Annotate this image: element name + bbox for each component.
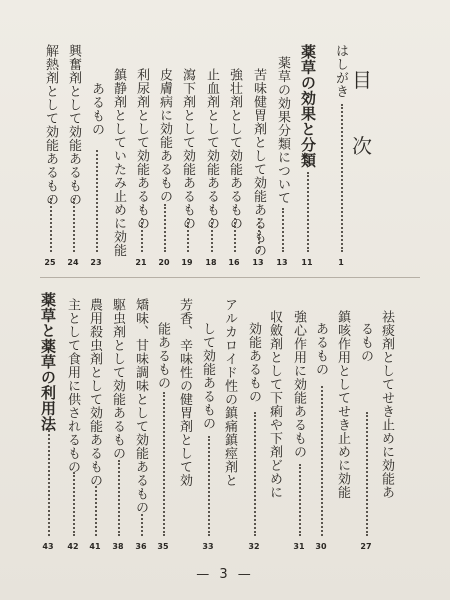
toc-entry-text: 鎮静剤としていたみ止めに効能 [111,68,126,257]
toc-leader-dots [95,486,97,536]
toc-entry-text: 苦味健胃剤として効能あるもの [251,68,266,257]
toc-page-number: 13 [276,258,288,267]
toc-leader-dots [141,514,143,536]
toc-leader-dots [118,460,120,536]
toc-page-number: 23 [90,258,102,267]
toc-page-number: 41 [89,542,101,551]
toc-page-number: 43 [42,542,54,551]
toc-leader-dots [48,430,50,536]
toc-leader-dots [73,198,75,252]
toc-leader-dots [164,204,166,252]
toc-page-number: 16 [228,258,240,267]
toc-leader-dots [299,464,301,536]
toc-entry-text: 瀉下剤として効能あるもの [180,68,195,230]
section-divider [40,277,420,278]
toc-entry-text: アルカロイド性の鎮痛鎮痙剤と [222,298,237,487]
toc-leader-dots [307,172,309,252]
toc-leader-dots [73,472,75,536]
toc-entry-text: 強心作用に効能あるもの [291,310,306,459]
toc-page-number: 36 [135,542,147,551]
toc-section-heading: 薬草と薬草の利用法 [39,292,57,432]
toc-entry-text: 解熱剤として効能あるもの [43,44,58,206]
toc-entry-text: はしがき [333,44,348,98]
toc-leader-dots [211,218,213,252]
toc-entry-text: 農用殺虫剤として効能あるもの [87,298,102,487]
toc-entry-text: 鎮咳作用としてせき止めに効能 [335,310,350,499]
toc-page-number: 31 [293,542,305,551]
toc-entry-text: 収斂剤として下痢や下剤どめに [267,310,282,499]
toc-leader-dots [163,392,165,536]
toc-page-number: 11 [301,258,313,267]
toc-entry-text: 矯味、甘味調味として効能あるもの [133,298,148,514]
toc-leader-dots [366,412,368,536]
toc-heading-char-2: 次 [352,134,372,158]
toc-entry-text: 薬草の効果分類について [275,56,290,205]
toc-entry-text: 強壮剤として効能あるもの [227,68,242,230]
toc-entry-text: 祛痰剤としてせき止めに効能あ [379,310,394,499]
toc-page-number: 24 [67,258,79,267]
toc-entry-text: あるもの [313,322,328,376]
toc-leader-dots [341,104,343,252]
toc-entry-text: 芳香、辛味性の健胃剤として効 [177,298,192,487]
toc-page-number: 35 [157,542,169,551]
toc-leader-dots [187,218,189,252]
toc-page-number: 21 [135,258,147,267]
toc-page-number: 33 [202,542,214,551]
toc-page-number: 25 [44,258,56,267]
toc-leader-dots [254,412,256,536]
toc-page-number: 13 [252,258,264,267]
toc-entry-text: るもの [358,322,373,363]
toc-entry-text: 皮膚病に効能あるもの [157,68,172,203]
toc-entry-text: 駆虫剤として効能あるもの [110,298,125,460]
toc-page-number: 20 [158,258,170,267]
toc-page-number: 42 [67,542,79,551]
toc-leader-dots [282,208,284,252]
toc-leader-dots [96,150,98,252]
toc-leader-dots [258,218,260,252]
page-folio: — 3 — [196,567,254,582]
toc-entry-text: 効能あるもの [246,322,261,403]
toc-heading-char-1: 目 [352,68,372,92]
toc-page-number: 32 [248,542,260,551]
toc-leader-dots [321,386,323,536]
toc-leader-dots [208,436,210,536]
toc-entry-text: 主として食用に供されるもの [65,298,80,474]
toc-section-heading: 薬草の効果と分類 [299,44,317,168]
toc-page-number: 18 [205,258,217,267]
toc-page-number: 38 [112,542,124,551]
toc-leader-dots [234,218,236,252]
toc-page-number: 30 [315,542,327,551]
toc-page-number: 1 [338,258,344,267]
toc-page-number: 27 [360,542,372,551]
toc-entry-text: あるもの [89,82,104,136]
toc-entry-text: 利尿剤として効能あるもの [134,68,149,230]
toc-entry-text: 能あるもの [155,322,170,390]
toc-leader-dots [141,218,143,252]
toc-entry-text: 興奮剤として効能あるもの [66,44,81,206]
toc-entry-text: 止血剤として効能あるもの [204,68,219,230]
toc-page-number: 19 [181,258,193,267]
toc-entry-text: して効能あるもの [200,322,215,430]
toc-leader-dots [50,198,52,252]
